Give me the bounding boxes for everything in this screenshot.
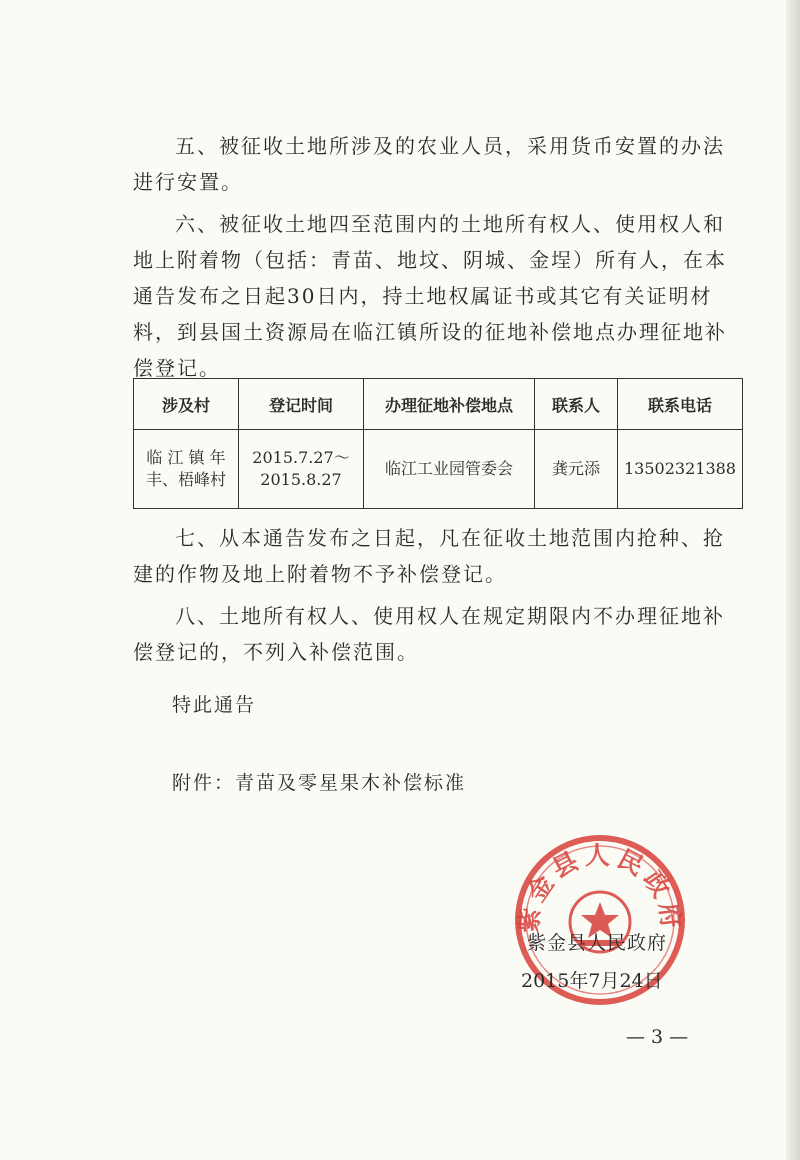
closing-text: 特此通告 (172, 694, 257, 716)
header-place: 办理征地补偿地点 (364, 379, 535, 430)
period-line-1: 2015.7.27～ (252, 448, 350, 467)
page-edge (786, 0, 800, 1160)
cell-village (134, 430, 239, 509)
header-contact: 联系人 (535, 379, 618, 430)
table-row (134, 430, 743, 509)
header-period: 登记时间 (239, 379, 364, 430)
cell-place: 临江工业园管委会 (364, 430, 535, 509)
header-village: 涉及村 (134, 379, 239, 430)
period-line-2: 2015.8.27 (260, 470, 342, 489)
village-line-2: 丰、梧峰村 (145, 470, 226, 489)
cell-contact: 龚元添 (535, 430, 618, 509)
signature-organization: 紫金县人民政府 (527, 932, 668, 954)
paragraph-5: 五、被征收土地所涉及的农业人员，采用货币安置的办法进行安置。 (133, 134, 725, 194)
paragraph-6: 六、被征收土地四至范围内的土地所有权人、使用权人和地上附着物（包括：青苗、地坟、阴城、金埕）所有人，在本通告发布之日起30日内，持土地权属证书或其它有关证明材料，到县国土资源局在临江镇所设的征地补偿地点办理征地补偿登记。 (133, 212, 727, 380)
attachment-text: 附件：青苗及零星果木补偿标准 (172, 772, 467, 794)
table-header-row (134, 379, 743, 430)
paragraph-7: 七、从本通告发布之日起，凡在征收土地范围内抢种、抢建的作物及地上附着物不予补偿登记。 (133, 526, 725, 586)
page-number: — 3 — (626, 1026, 689, 1048)
cell-phone: 13502321388 (618, 430, 743, 509)
cell-period (239, 430, 364, 509)
svg-text:紫金县人民政府: 紫金县人民政府 (513, 841, 687, 935)
paragraph-8: 八、土地所有权人、使用权人在规定期限内不办理征地补偿登记的，不列入补偿范围。 (133, 604, 725, 664)
signature-date: 2015年7月24日 (521, 970, 663, 992)
village-line-1: 临 江 镇 年 (146, 448, 226, 467)
header-phone: 联系电话 (618, 379, 743, 430)
registration-table (133, 378, 743, 509)
